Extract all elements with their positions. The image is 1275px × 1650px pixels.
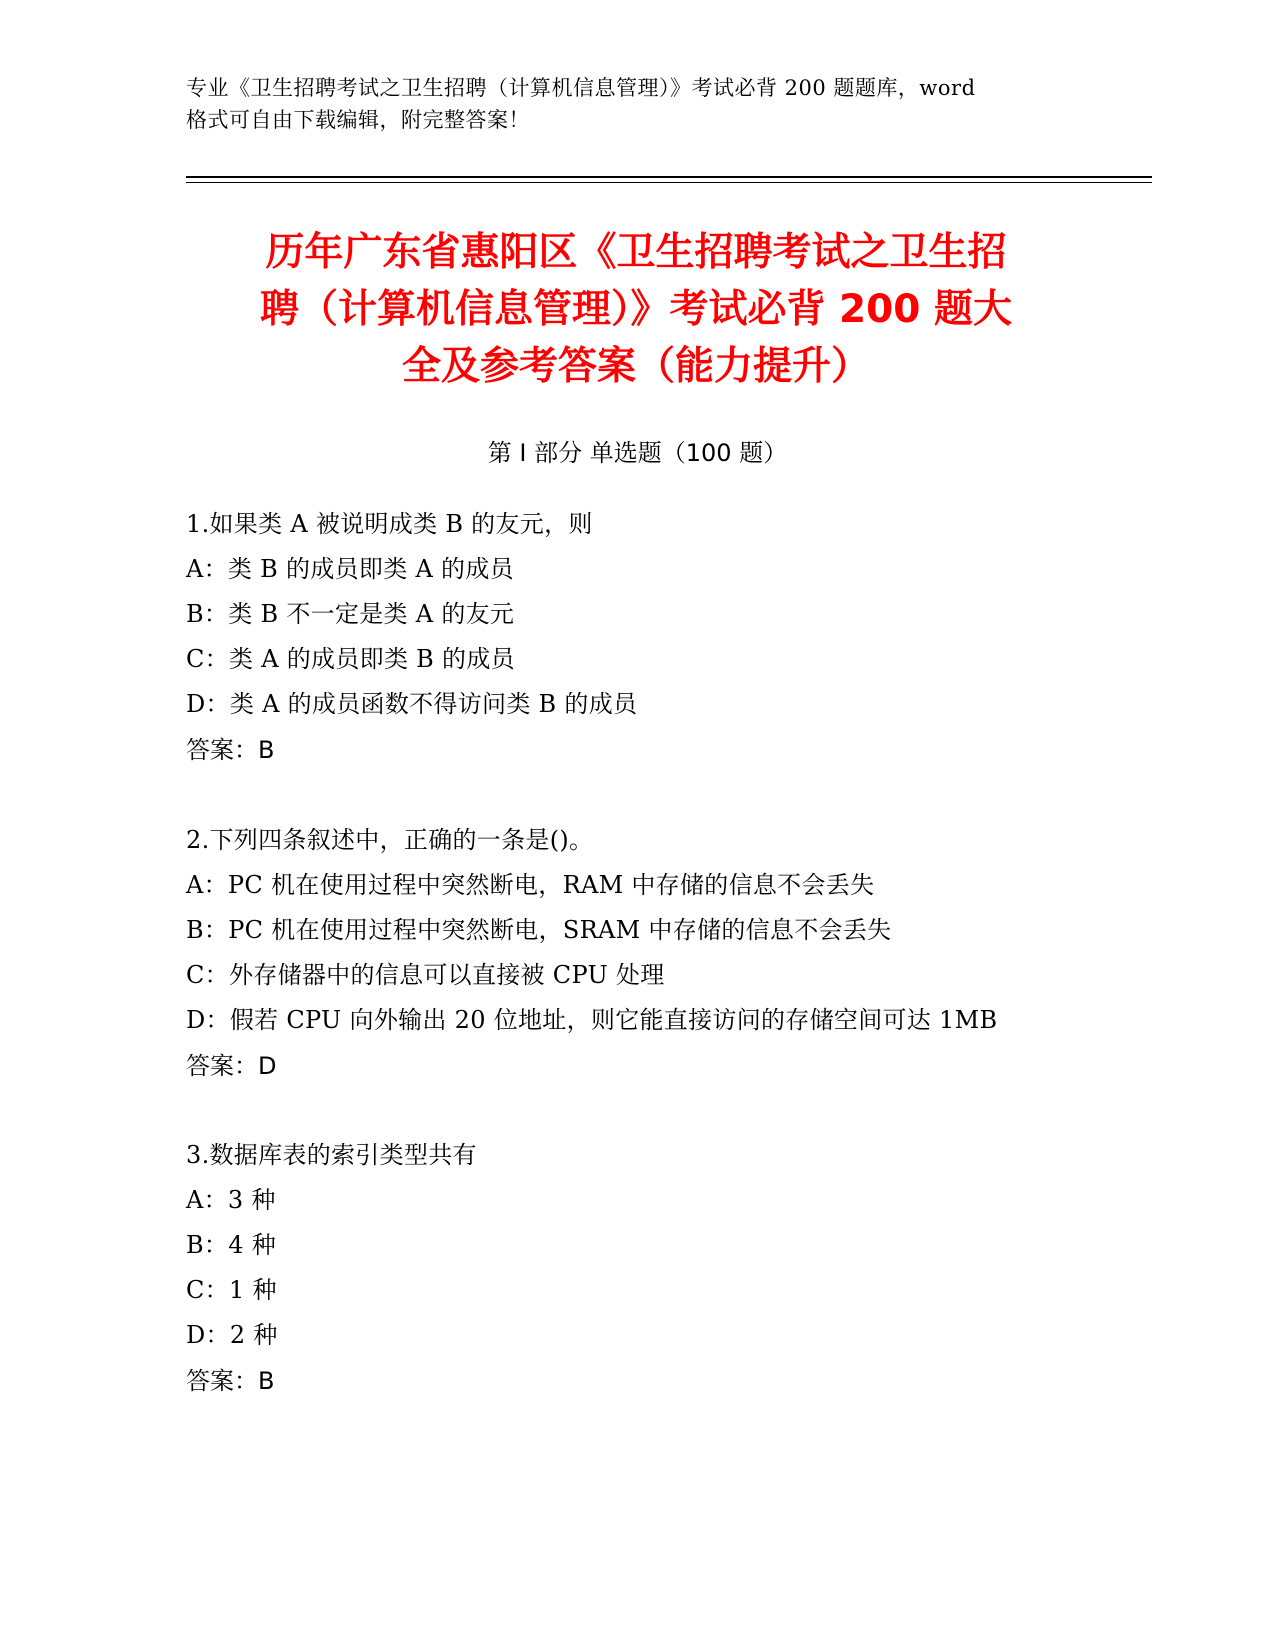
section-heading: 第 I 部分 单选题（100 题）: [487, 439, 788, 467]
question-2: [186, 818, 1126, 1089]
option-c: C：外存储器中的信息可以直接被 CPU 处理: [186, 961, 665, 989]
answer: 答案：B: [186, 736, 275, 764]
header-note-line-2: 格式可自由下载编辑，附完整答案！: [186, 108, 530, 132]
header-note: [186, 72, 1096, 136]
option-b: B：4 种: [186, 1231, 277, 1259]
question-3: [186, 1133, 1126, 1404]
header-divider-thick: [186, 176, 1152, 178]
option-b: B：类 B 不一定是类 A 的友元: [186, 600, 515, 628]
option-d: D：2 种: [186, 1321, 278, 1349]
question-stem: 3.数据库表的索引类型共有: [186, 1141, 477, 1169]
question-1: [186, 502, 1126, 773]
option-a: A：3 种: [186, 1186, 276, 1214]
option-d: D：类 A 的成员函数不得访问类 B 的成员: [186, 690, 638, 718]
document-title: [186, 224, 1086, 395]
option-a: A：PC 机在使用过程中突然断电，RAM 中存储的信息不会丢失: [186, 871, 875, 899]
header-note-line-1: 专业《卫生招聘考试之卫生招聘（计算机信息管理）》考试必背 200 题题库，word: [186, 76, 976, 100]
document-title-line-3: 全及参考答案（能力提升）: [401, 344, 870, 389]
option-a: A：类 B 的成员即类 A 的成员: [186, 555, 514, 583]
document-title-line-1: 历年广东省惠阳区《卫生招聘考试之卫生招: [265, 230, 1007, 275]
question-stem: 2.下列四条叙述中，正确的一条是()。: [186, 826, 594, 854]
header-divider-thin: [186, 182, 1152, 183]
answer: 答案：D: [186, 1052, 277, 1080]
option-d: D：假若 CPU 向外输出 20 位地址，则它能直接访问的存储空间可达 1MB: [186, 1006, 998, 1034]
option-c: C：类 A 的成员即类 B 的成员: [186, 645, 515, 673]
option-c: C：1 种: [186, 1276, 277, 1304]
option-b: B：PC 机在使用过程中突然断电，SRAM 中存储的信息不会丢失: [186, 916, 892, 944]
document-title-line-2: 聘（计算机信息管理）》考试必背 200 题大: [259, 287, 1013, 332]
question-stem: 1.如果类 A 被说明成类 B 的友元，则: [186, 510, 593, 538]
answer: 答案：B: [186, 1367, 275, 1395]
